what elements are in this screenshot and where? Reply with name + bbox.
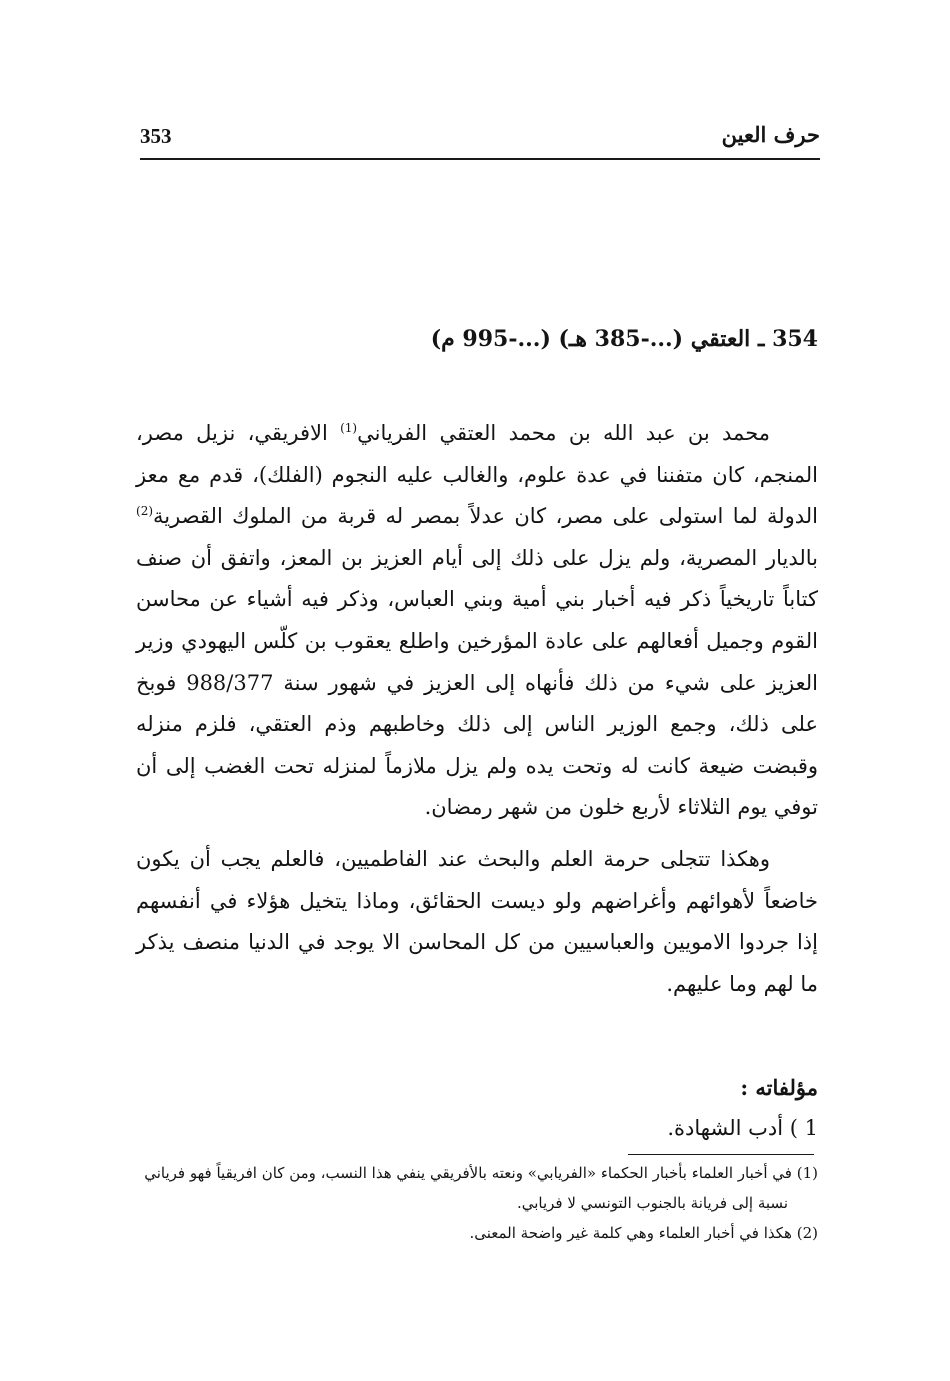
para1-text-b: الافريقي، نزيل مصر، المنجم، كان متفننا في عدة علوم، والغالب عليه النجوم (الفلك)، قدم مع معز الدولة لما استولى على مصر، كان عدلاً بمصر له قربة من الملوك القصرية bbox=[136, 421, 818, 529]
para1-text-c: بالديار المصرية، ولم يزل على ذلك إلى أيام العزيز بن المعز، واتفق أن صنف كتاباً تاريخياً ذكر فيه أخبار بني أمية وبني العباس، وذكر فيه أشياء عن محاسن القوم وجميل أفعالهم على عادة المؤرخين واطلع يعقوب بن كلّس اليهودي وزير العزيز على شيء من ذلك فأنهاه إلى العزيز في شهور سنة 988/377 فوبخ على ذلك، وجمع الوزير الناس إلى ذلك وخاطبهم وذم العتقي، فلزم منزله وقبضت ضيعة كانت له وتحت يده ولم يزل ملازماً لمنزله تحت الغضب إلى أن توفي يوم الثلاثاء لأربع خلون من شهر رمضان. bbox=[136, 545, 818, 820]
works-section bbox=[136, 1068, 818, 1148]
header-rule bbox=[140, 158, 820, 160]
body-paragraph-2: وهكذا تتجلى حرمة العلم والبحث عند الفاطميين، فالعلم يجب أن يكون خاضعاً لأهوائهم وأغراضهم ولو ديست الحقائق، وماذا يتخيل هؤلاء في أنفسهم إذا جردوا الامويين والعباسيين من كل المحاسن الا يوجد في الدنيا منصف يذكر ما لهم وما عليهم. bbox=[136, 846, 818, 996]
running-title: حرف العين bbox=[721, 122, 820, 147]
entry-body bbox=[136, 413, 818, 1005]
page-number: 353 bbox=[140, 124, 172, 148]
para1-text-a: محمد بن عبد الله بن محمد العتقي الفرياني bbox=[357, 421, 770, 445]
footnote-1: (1) في أخبار العلماء بأخبار الحكماء «الفريابي» ونعته بالأفريقي ينفي هذا النسب، ومن كان افريقياً فهو فرياني bbox=[144, 1164, 818, 1182]
body-paragraph-1 bbox=[136, 413, 818, 829]
footnotes bbox=[128, 1158, 818, 1248]
page-header bbox=[140, 122, 820, 158]
works-heading: مؤلفاته : bbox=[740, 1075, 818, 1100]
work-item: 1 ) أدب الشهادة. bbox=[667, 1116, 818, 1140]
footnote-ref-1: (1) bbox=[340, 421, 358, 435]
footnote-ref-2: (2) bbox=[136, 504, 154, 519]
footnote-1-continuation: نسبة إلى فريانة بالجنوب التونسي لا فريابي. bbox=[516, 1194, 788, 1212]
entry-heading: 354 ـ العتقي (...-385 هـ) (...-995 م) bbox=[430, 326, 818, 352]
footnote-rule bbox=[628, 1154, 814, 1155]
footnote-2: (2) هكذا في أخبار العلماء وهي كلمة غير واضحة المعنى. bbox=[469, 1224, 818, 1242]
